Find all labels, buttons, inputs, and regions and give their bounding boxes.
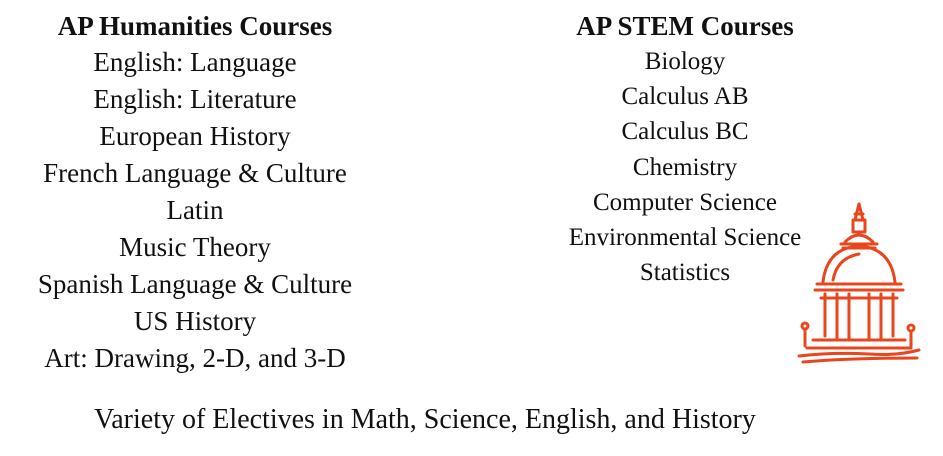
humanities-course-item: English: Literature (93, 84, 297, 114)
humanities-column (0, 8, 390, 377)
electives-note: Variety of Electives in Math, Science, English, and History (94, 404, 756, 435)
stem-course-item: Environmental Science (568, 224, 802, 252)
capitol-dome-icon (793, 198, 923, 368)
stem-course-list (540, 44, 830, 290)
stem-column (540, 8, 830, 290)
humanities-course-item: US History (133, 306, 257, 336)
humanities-course-item: French Language & Culture (43, 158, 347, 188)
stem-course-item: Computer Science (593, 188, 777, 216)
humanities-course-item: Latin (166, 195, 224, 225)
stem-course-item: Calculus AB (621, 83, 749, 111)
humanities-course-item: English: Language (93, 47, 297, 77)
humanities-course-item: European History (99, 121, 291, 151)
stem-course-item: Calculus BC (621, 118, 749, 146)
humanities-title: AP Humanities Courses (57, 11, 333, 41)
stem-title: AP STEM Courses (576, 11, 794, 41)
stem-course-item: Chemistry (632, 153, 738, 181)
stem-course-item: Statistics (639, 259, 731, 287)
humanities-course-item: Music Theory (119, 232, 271, 262)
humanities-course-list (0, 44, 390, 377)
humanities-course-item: Art: Drawing, 2-D, and 3-D (44, 343, 346, 373)
stem-course-item: Biology (644, 48, 726, 75)
humanities-course-item: Spanish Language & Culture (37, 269, 353, 299)
